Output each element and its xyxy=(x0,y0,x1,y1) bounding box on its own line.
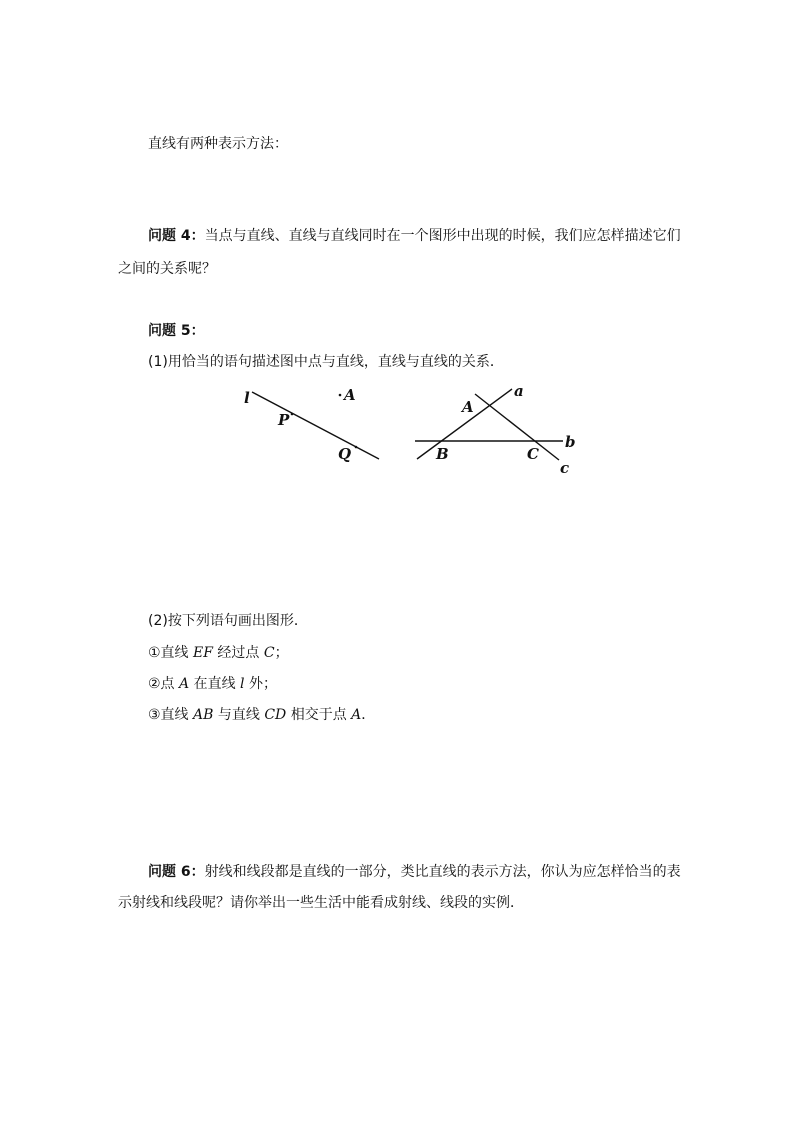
line-c xyxy=(475,394,559,460)
question-6-label: 问题 6： xyxy=(148,864,205,880)
label-point-p: P xyxy=(278,411,290,429)
item-2-mid: 在直线 xyxy=(189,676,241,692)
line-l xyxy=(252,392,379,459)
question-5-part-1: (1)用恰当的语句描述图中点与直线，直线与直线的关系． xyxy=(148,354,504,370)
label-point-q: Q xyxy=(338,445,352,463)
item-1-prefix: ①直线 xyxy=(148,645,194,661)
instruction-item-1 xyxy=(148,643,289,663)
intro-text: 直线有两种表示方法： xyxy=(148,136,288,152)
label-c: c xyxy=(560,459,570,477)
question-6-text-1: 射线和线段都是直线的一部分，类比直线的表示方法，你认为应怎样恰当的表 xyxy=(204,864,681,880)
item-3-suffix: ． xyxy=(361,707,376,723)
instruction-item-3 xyxy=(148,705,375,725)
item-3-var-cd: CD xyxy=(264,707,287,723)
item-1-suffix: ； xyxy=(274,645,289,661)
label-point-B: B xyxy=(436,445,449,463)
label-a: a xyxy=(514,382,524,400)
question-6-line-1 xyxy=(148,862,681,882)
question-4-label: 问题 4： xyxy=(148,228,205,244)
item-3-mid-2: 相交于点 xyxy=(286,707,352,723)
point-a-dot xyxy=(339,394,342,397)
label-b: b xyxy=(565,433,576,451)
question-4-text-1: 当点与直线、直线与直线同时在一个图形中出现的时候，我们应怎样描述它们 xyxy=(204,228,681,244)
label-l: l xyxy=(244,389,250,407)
item-2-prefix: ②点 xyxy=(148,676,180,692)
item-1-var-ef: EF xyxy=(193,645,213,661)
item-1-mid: 经过点 xyxy=(212,645,264,661)
question-6-text-2: 示射线和线段呢？请你举出一些生活中能看成射线、线段的实例． xyxy=(118,895,524,911)
item-2-var-l: l xyxy=(240,676,245,692)
item-3-prefix: ③直线 xyxy=(148,707,194,723)
figure-line-l xyxy=(230,375,400,470)
question-4-line-1 xyxy=(148,226,681,246)
instruction-item-2 xyxy=(148,674,277,694)
question-4-text-2: 之间的关系呢？ xyxy=(118,261,216,277)
item-3-var-ab: AB xyxy=(193,707,214,723)
label-point-C: C xyxy=(527,445,539,463)
question-5-part-2: (2)按下列语句画出图形． xyxy=(148,613,308,629)
point-q-dot xyxy=(355,446,358,449)
label-point-A: A xyxy=(462,398,474,416)
item-1-var-c: C xyxy=(263,645,275,661)
item-3-var-a: A xyxy=(351,707,362,723)
item-2-var-a: A xyxy=(179,676,190,692)
point-p-dot xyxy=(291,413,294,416)
item-3-mid: 与直线 xyxy=(213,707,265,723)
figure-triangle-lines xyxy=(405,378,590,478)
item-2-suffix: 外； xyxy=(244,676,277,692)
question-5-label: 问题 5： xyxy=(148,323,205,339)
label-point-a: A xyxy=(344,386,356,404)
